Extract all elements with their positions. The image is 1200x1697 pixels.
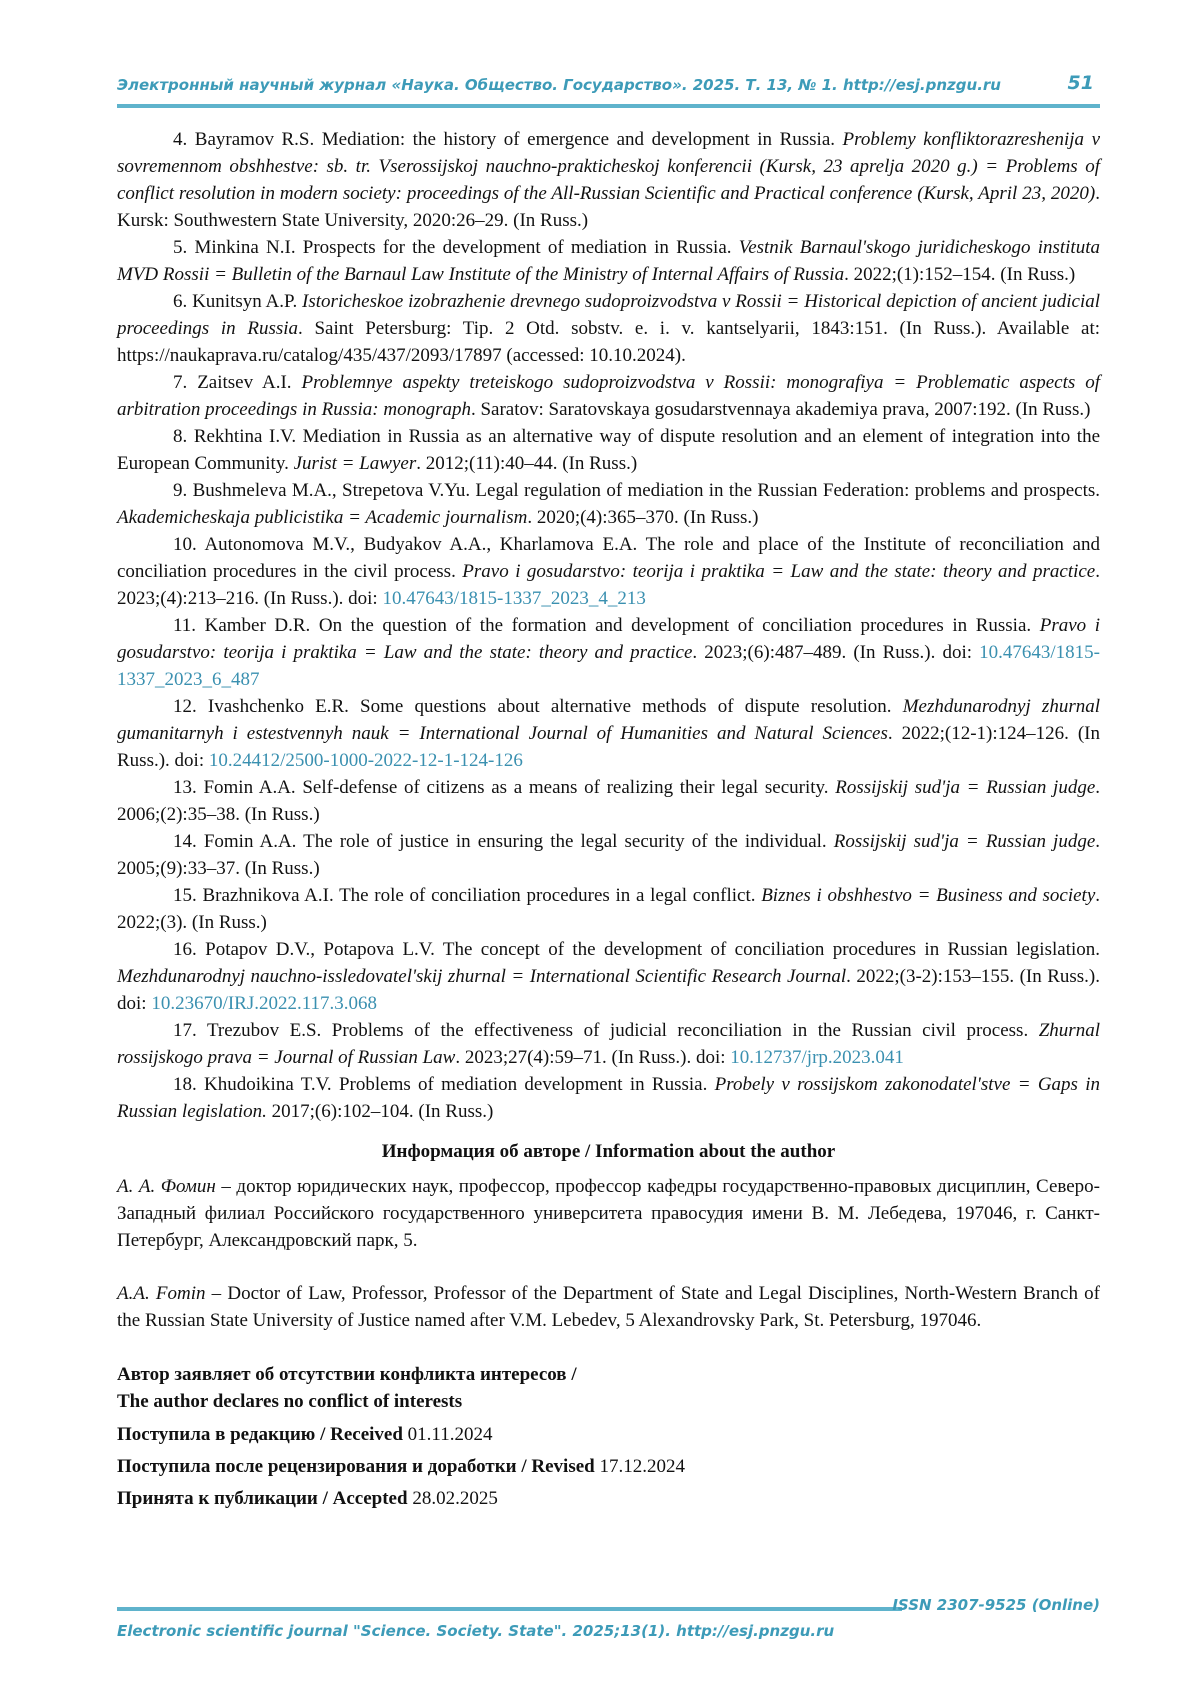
conflict-declaration xyxy=(117,1361,1100,1415)
reference-number: 11. xyxy=(173,615,197,636)
reference-details: . Kursk: Southwestern State University, 2020:26–29. (In Russ.) xyxy=(117,183,1100,231)
reference-details: . 2022;(12-1):124–126. (In Russ.). doi: xyxy=(117,723,1100,771)
reference-details: . Saratov: Saratovskaya gosudarstvennaya akademiya prava, 2007:192. (In Russ.) xyxy=(470,399,1091,420)
author-name-en: A.A. Fomin xyxy=(117,1283,206,1304)
reference-item xyxy=(117,693,1100,774)
author-text-ru: – доктор юридических наук, профессор, профессор кафедры государственно-правовых дисциплин, Северо-Западный филиал Российского государственного университета правосудия имени В. М. Лебедева, 197046, г. Санкт-Петербург, Александровский парк, 5. xyxy=(117,1176,1100,1251)
doi-link[interactable]: 10.47643/1815-1337_2023_4_213 xyxy=(382,588,646,609)
issn-label: ISSN 2307-9525 (Online) xyxy=(892,1596,1100,1614)
reference-authors: Potapov D.V., Potapova L.V. The concept of the development of conciliation procedures in Russian legislation. xyxy=(205,939,1100,960)
reference-item xyxy=(117,1071,1100,1125)
reference-source: Mezhdunarodnyj zhurnal gumanitarnyh i estestvennyh nauk = International Journal of Humanities and Natural Sciences xyxy=(117,696,1100,744)
footer-rule xyxy=(117,1607,902,1611)
reference-source: Rossijskij sud'ja = Russian judge xyxy=(833,831,1096,852)
reference-details: . 2020;(4):365–370. (In Russ.) xyxy=(527,507,759,528)
reference-source: Zhurnal rossijskogo prava = Journal of Russian Law xyxy=(117,1020,1100,1068)
page-body xyxy=(117,126,1100,1517)
footer-journal-title: Electronic scientific journal "Science. Society. State". 2025;13(1). http://esj.pnzgu.ru xyxy=(117,1622,835,1640)
reference-number: 4. xyxy=(173,129,188,150)
reference-source: Pravo i gosudarstvo: teorija i praktika = Law and the state: theory and practice xyxy=(462,561,1096,582)
reference-authors: Bushmeleva M.A., Strepetova V.Yu. Legal regulation of mediation in the Russian Federation: problems and prospects. xyxy=(192,480,1101,501)
declaration-line-ru: Автор заявляет об отсутствии конфликта интересов / xyxy=(117,1364,577,1385)
reference-item xyxy=(117,288,1100,369)
received-value: 01.11.2024 xyxy=(402,1424,493,1445)
reference-item xyxy=(117,126,1100,234)
reference-authors: Fomin A.A. Self-defense of citizens as a means of realizing their legal security. xyxy=(203,777,836,798)
reference-authors: Brazhnikova A.I. The role of conciliation procedures in a legal conflict. xyxy=(202,885,762,906)
reference-source: Istoricheskoe izobrazhenie drevnego sudoproizvodstva v Rossii = Historical depiction of ancient judicial proceedings in Russia xyxy=(117,291,1101,339)
reference-authors: Khudoikina T.V. Problems of mediation development in Russia. xyxy=(204,1074,715,1095)
reference-details: . 2023;27(4):59–71. (In Russ.). doi: xyxy=(455,1047,731,1068)
reference-authors: Kamber D.R. On the question of the formation and development of conciliation procedures in Russia. xyxy=(204,615,1040,636)
author-name-ru: А. А. Фомин xyxy=(117,1176,216,1197)
reference-number: 17. xyxy=(173,1020,197,1041)
reference-details: 2017;(6):102–104. (In Russ.) xyxy=(266,1101,494,1122)
revised-value: 17.12.2024 xyxy=(594,1456,685,1477)
reference-item xyxy=(117,369,1100,423)
reference-source: Akademicheskaja publicistika = Academic journalism xyxy=(117,507,528,528)
reference-list xyxy=(117,126,1100,1125)
reference-details: . 2023;(6):487–489. (In Russ.). doi: xyxy=(692,642,980,663)
reference-source: Probely v rossijskom zakonodatel'stve = Gaps in Russian legislation. xyxy=(117,1074,1101,1122)
reference-source: Vestnik Barnaul'skogo juridicheskogo instituta MVD Rossii = Bulletin of the Barnaul Law Institute of the Ministry of Internal Affairs of Russia xyxy=(117,237,1100,285)
reference-authors: Trezubov E.S. Problems of the effectiveness of judicial reconciliation in the Russian civil process. xyxy=(206,1020,1039,1041)
revised-label: Поступила после рецензирования и доработки / Revised xyxy=(117,1456,595,1477)
spacer xyxy=(117,1254,1100,1280)
publication-dates xyxy=(117,1421,1100,1512)
reference-number: 15. xyxy=(173,885,197,906)
reference-number: 6. xyxy=(173,291,188,312)
reference-source: Jurist = Lawyer xyxy=(293,453,417,474)
reference-number: 7. xyxy=(173,372,188,393)
reference-authors: Ivashchenko E.R. Some questions about alternative methods of dispute resolution. xyxy=(207,696,903,717)
page-number: 51 xyxy=(1067,72,1094,94)
reference-source: Pravo i gosudarstvo: teorija i praktika = Law and the state: theory and practice xyxy=(117,615,1101,663)
header-rule xyxy=(117,104,1100,108)
author-info-en xyxy=(117,1280,1100,1334)
reference-authors: Zaitsev A.I. xyxy=(197,372,302,393)
doi-link[interactable]: 10.24412/2500-1000-2022-12-1-124-126 xyxy=(208,750,523,771)
reference-details: . 2022;(1):152–154. (In Russ.) xyxy=(844,264,1076,285)
reference-item xyxy=(117,423,1100,477)
reference-item xyxy=(117,1017,1100,1071)
reference-number: 9. xyxy=(173,480,188,501)
revised-date xyxy=(117,1453,1100,1480)
author-info-title: Информация об авторе / Information about the author xyxy=(381,1141,836,1162)
reference-details: . Saint Petersburg: Tip. 2 Otd. sobstv. e. i. v. kantselyarii, 1843:151. (In Russ.). Available at: https://naukaprava.ru/catalog/435/437/2093/17897 (accessed: 10.10.2024). xyxy=(117,318,1100,366)
reference-item xyxy=(117,531,1100,612)
reference-details: . 2022;(3-2):153–155. (In Russ.). doi: xyxy=(117,966,1101,1014)
doi-link[interactable]: 10.23670/IRJ.2022.117.3.068 xyxy=(151,993,378,1014)
reference-authors: Minkina N.I. Prospects for the development of mediation in Russia. xyxy=(194,237,739,258)
reference-item xyxy=(117,234,1100,288)
reference-source: Problemy konfliktorazreshenija v sovremennom obshhestve: sb. tr. Vserossijskoj nauchno-prakticheskoj konferencii (Kursk, 23 aprelja 2020 g.) = Problems of conflict resolution in modern society: proceedings of the All-Russian Scientific and Practical conference (Kursk, April 23, 2020) xyxy=(117,129,1101,204)
reference-source: Rossijskij sud'ja = Russian judge xyxy=(835,777,1096,798)
reference-number: 18. xyxy=(173,1074,197,1095)
accepted-date xyxy=(117,1485,1100,1512)
reference-details: . 2005;(9):33–37. (In Russ.) xyxy=(117,831,1101,879)
accepted-value: 28.02.2025 xyxy=(407,1488,498,1509)
reference-item xyxy=(117,882,1100,936)
author-text-en: – Doctor of Law, Professor, Professor of the Department of State and Legal Disciplines, North-Western Branch of the Russian State University of Justice named after V.M. Lebedev, 5 Alexandrovsky Park, St. Petersburg, 197046. xyxy=(117,1283,1100,1331)
reference-details: . 2023;(4):213–216. (In Russ.). doi: xyxy=(117,561,1100,609)
reference-authors: Bayramov R.S. Mediation: the history of emergence and development in Russia. xyxy=(194,129,843,150)
reference-details: . 2006;(2):35–38. (In Russ.) xyxy=(117,777,1101,825)
received-label: Поступила в редакцию / Received xyxy=(117,1424,403,1445)
reference-authors: Rekhtina I.V. Mediation in Russia as an alternative way of dispute resolution and an element of integration into the European Community. xyxy=(117,426,1101,474)
reference-number: 12. xyxy=(173,696,197,717)
reference-number: 8. xyxy=(173,426,188,447)
accepted-label: Принята к публикации / Accepted xyxy=(117,1488,408,1509)
declaration-line-en: The author declares no conflict of interests xyxy=(117,1391,463,1412)
reference-source: Problemnye aspekty treteiskogo sudoproizvodstva v Rossii: monografiya = Problematic aspects of arbitration proceedings in Russia: monograph xyxy=(117,372,1100,420)
doi-link[interactable]: 10.12737/jrp.2023.041 xyxy=(730,1047,904,1068)
reference-item xyxy=(117,612,1100,693)
reference-item xyxy=(117,477,1100,531)
reference-item xyxy=(117,936,1100,1017)
reference-authors: Fomin A.A. The role of justice in ensuring the legal security of the individual. xyxy=(203,831,834,852)
header-journal-title: Электронный научный журнал «Наука. Общество. Государство». 2025. Т. 13, № 1. http://esj.pnzgu.ru xyxy=(117,76,1001,94)
reference-number: 16. xyxy=(173,939,197,960)
received-date xyxy=(117,1421,1100,1448)
reference-number: 14. xyxy=(173,831,197,852)
reference-source: Mezhdunarodnyj nauchno-issledovatel'skij zhurnal = International Scientific Research Journal xyxy=(117,966,847,987)
reference-item xyxy=(117,774,1100,828)
reference-number: 5. xyxy=(173,237,188,258)
doi-link[interactable]: 10.47643/1815-1337_2023_6_487 xyxy=(117,642,1100,690)
reference-source: Biznes i obshhestvo = Business and society xyxy=(761,885,1096,906)
running-header xyxy=(117,72,1100,100)
reference-item xyxy=(117,828,1100,882)
reference-authors: Kunitsyn A.P. xyxy=(192,291,303,312)
reference-details: . 2022;(3). (In Russ.) xyxy=(117,885,1101,933)
reference-number: 13. xyxy=(173,777,197,798)
author-info-ru xyxy=(117,1173,1100,1254)
reference-number: 10. xyxy=(173,534,197,555)
reference-details: . 2012;(11):40–44. (In Russ.) xyxy=(416,453,638,474)
reference-authors: Autonomova M.V., Budyakov A.A., Kharlamova E.A. The role and place of the Institute of reconciliation and conciliation procedures in the civil process. xyxy=(117,534,1100,582)
